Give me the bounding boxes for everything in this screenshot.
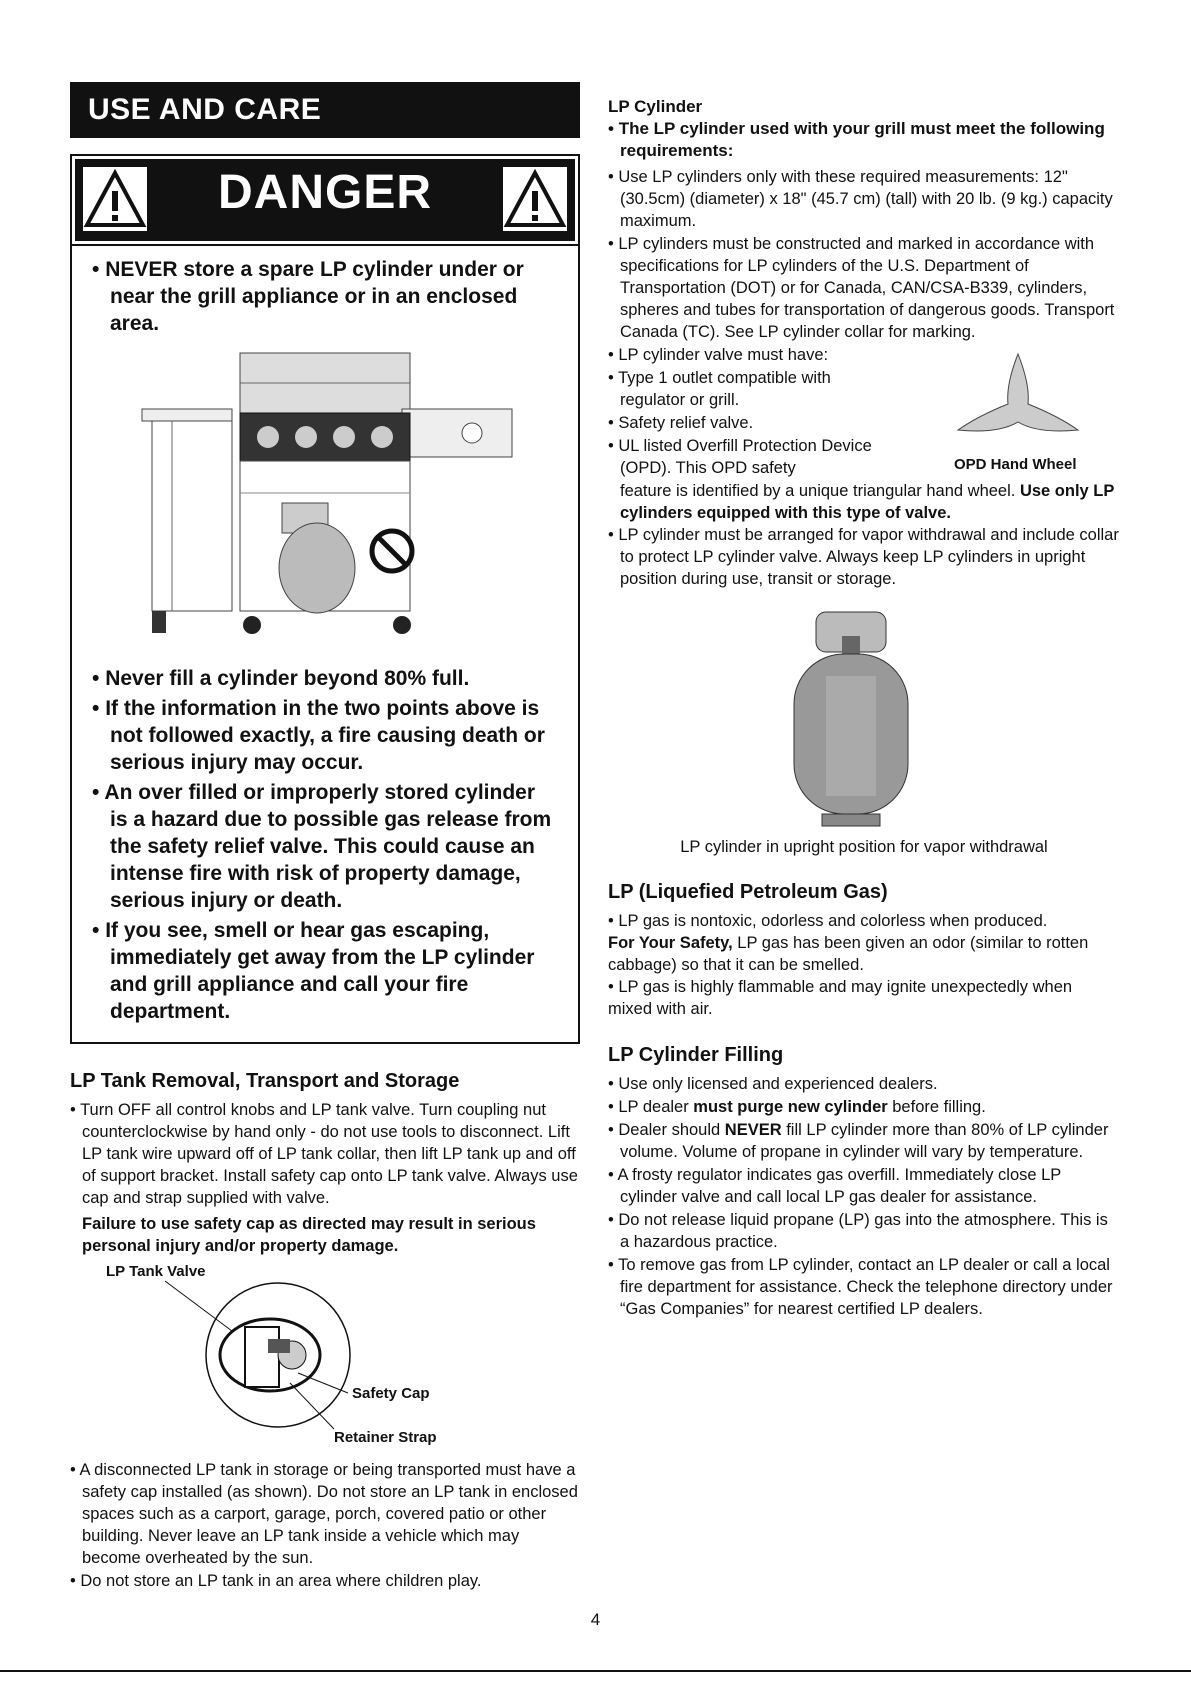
danger-item: • NEVER store a spare LP cylinder under or near the grill appliance or in an enclosed area. bbox=[92, 256, 558, 337]
danger-list-top bbox=[72, 256, 578, 337]
list-item: • UL listed Overfill Protection Device (OPD). This OPD safety bbox=[608, 435, 878, 479]
list-item: • Use only licensed and experienced dealers. bbox=[608, 1073, 1120, 1095]
list-item bbox=[608, 1096, 1120, 1118]
left-column bbox=[70, 82, 580, 1593]
paragraph: • LP gas is highly flammable and may ignite unexpectedly when mixed with air. bbox=[608, 978, 1073, 1018]
requirements-intro-text: The LP cylinder used with your grill must meet the following requirements: bbox=[618, 119, 1105, 160]
section-heading: LP (Liquefied Petroleum Gas) bbox=[608, 881, 888, 903]
grill-with-prohibited-tank-image bbox=[72, 343, 578, 661]
danger-item: • If the information in the two points above is not followed exactly, a fire causing death or serious injury may occur. bbox=[92, 695, 558, 776]
paragraph: • LP gas is nontoxic, odorless and colorless when produced. bbox=[608, 912, 1048, 930]
tank-removal-list bbox=[70, 1099, 580, 1209]
filling-section bbox=[608, 1044, 1120, 1320]
tank-removal-section bbox=[70, 1070, 580, 1592]
danger-box bbox=[70, 154, 580, 1044]
list-item: • Do not store an LP tank in an area where children play. bbox=[70, 1570, 580, 1592]
danger-item: • If you see, smell or hear gas escaping, immediately get away from the LP cylinder and grill appliance and call your fire department. bbox=[92, 917, 558, 1025]
bold-text: must purge new cylinder bbox=[693, 1098, 888, 1116]
danger-item: • Never fill a cylinder beyond 80% full. bbox=[92, 665, 558, 692]
paragraph-text: LP gas has been given an odor (similar to rotten cabbage) so that it can be smelled. bbox=[608, 934, 1089, 974]
bold-text: NEVER bbox=[724, 1121, 782, 1139]
page-number: 4 bbox=[590, 1610, 601, 1629]
opd-hand-wheel-image bbox=[948, 344, 1088, 454]
vapor-list bbox=[608, 524, 1120, 590]
paragraph-bold: For Your Safety, bbox=[608, 934, 733, 952]
lp-cylinder-image bbox=[786, 606, 916, 830]
list-item: • Turn OFF all control knobs and LP tank valve. Turn coupling nut counterclockwise by hand only - do not use tools to disconnect. Lift LP tank wire upward off of LP tank collar, then lift LP tank up and off of support bracket. Install safety cap onto LP tank valve. Always use cap and strap supplied with valve. bbox=[70, 1099, 580, 1209]
list-item: • A frosty regulator indicates gas overfill. Immediately close LP cylinder valve and call local LP gas dealer for assistance. bbox=[608, 1164, 1120, 1208]
danger-title: DANGER bbox=[217, 166, 432, 219]
opd-label: OPD Hand Wheel bbox=[954, 456, 1077, 473]
filling-list bbox=[608, 1073, 1120, 1320]
section-heading: LP Tank Removal, Transport and Storage bbox=[70, 1070, 460, 1092]
list-item: • LP cylinder valve must have: bbox=[608, 344, 878, 366]
cylinder-caption: LP cylinder in upright position for vapor withdrawal bbox=[680, 838, 1048, 856]
safety-cap-image bbox=[70, 1257, 470, 1437]
section-banner: USE AND CARE bbox=[70, 82, 580, 138]
text: LP dealer bbox=[618, 1098, 694, 1116]
list-item: • Use LP cylinders only with these required measurements: 12" (30.5cm) (diameter) x 18" (45.7 cm) (tall) with 20 lb. (9 kg.) capacity maximum. bbox=[608, 166, 1120, 232]
paragraph bbox=[608, 932, 1120, 976]
valve-requirements-list bbox=[608, 344, 878, 479]
danger-header bbox=[72, 156, 578, 244]
opd-bold-text: Use only LP cylinders equipped with this type of valve. bbox=[620, 482, 1115, 522]
text: Dealer should bbox=[618, 1121, 725, 1139]
paragraph-text: LP gas is highly flammable and may ignite unexpectedly when mixed with air. bbox=[608, 978, 1073, 1018]
list-item bbox=[608, 1119, 1120, 1163]
grill-illustration bbox=[72, 343, 578, 661]
warning-triangle-icon bbox=[503, 167, 567, 231]
lp-cylinder-list bbox=[608, 166, 1120, 343]
paragraph-text: LP gas is nontoxic, odorless and colorless when produced. bbox=[618, 912, 1048, 930]
right-column bbox=[608, 96, 1120, 1321]
retainer-strap-label: Retainer Strap bbox=[334, 1429, 437, 1446]
text: before filling. bbox=[887, 1098, 986, 1116]
safety-cap-label: Safety Cap bbox=[352, 1385, 430, 1402]
requirements-intro: • The LP cylinder used with your grill must meet the following requirements: bbox=[608, 119, 1105, 160]
section-heading: LP Cylinder bbox=[608, 97, 703, 116]
lp-gas-section bbox=[608, 881, 1120, 1020]
valve-label: LP Tank Valve bbox=[106, 1263, 206, 1280]
danger-list-bottom bbox=[72, 665, 578, 1025]
safety-cap-diagram bbox=[70, 1257, 580, 1446]
opd-text: feature is identified by a unique triangular hand wheel. bbox=[620, 482, 1016, 500]
list-item: • A disconnected LP tank in storage or being transported must have a safety cap installed (as shown). Do not store an LP tank in enclosed spaces such as a carport, garage, porch, covered patio or other building. Never leave an LP tank inside a vehicle which may become overheated by the sun. bbox=[70, 1459, 580, 1569]
safety-cap-warning: Failure to use safety cap as directed may result in serious personal injury and/or property damage. bbox=[82, 1215, 536, 1255]
section-heading: LP Cylinder Filling bbox=[608, 1044, 784, 1066]
tank-storage-list bbox=[70, 1459, 580, 1592]
list-item: • LP cylinder must be arranged for vapor withdrawal and include collar to protect LP cylinder valve. Always keep LP cylinders in upright position during use, transit or storage. bbox=[608, 524, 1120, 590]
list-item: • Type 1 outlet compatible with regulator or grill. bbox=[608, 367, 878, 411]
list-item: • LP cylinders must be constructed and marked in accordance with specifications for LP cylinders of the U.S. Department of Transportation (DOT) or for Canada, CAN/CSA-B339, cylinders, spheres and tubes for transportation of dangerous goods. Transport Canada (TC). See LP cylinder collar for marking. bbox=[608, 233, 1120, 343]
opd-block bbox=[608, 344, 1120, 479]
danger-item: • An over filled or improperly stored cylinder is a hazard due to possible gas release from the safety relief valve. This could cause an intense fire with risk of property damage, serious injury or death. bbox=[92, 779, 558, 914]
list-item: • Do not release liquid propane (LP) gas into the atmosphere. This is a hazardous practice. bbox=[608, 1209, 1120, 1253]
text: fill LP cylinder more than 80% of LP cylinder volume. Volume of propane in cylinder will vary by temperature. bbox=[620, 1121, 1109, 1161]
opd-description bbox=[608, 480, 1120, 524]
list-item: • To remove gas from LP cylinder, contact an LP dealer or call a local fire department for assistance. Check the telephone directory under “Gas Companies” for nearest certified LP dealers. bbox=[608, 1254, 1120, 1320]
list-item: • Safety relief valve. bbox=[608, 412, 878, 434]
cylinder-illustration bbox=[608, 606, 1120, 830]
page-bottom-rule bbox=[0, 1670, 1191, 1672]
